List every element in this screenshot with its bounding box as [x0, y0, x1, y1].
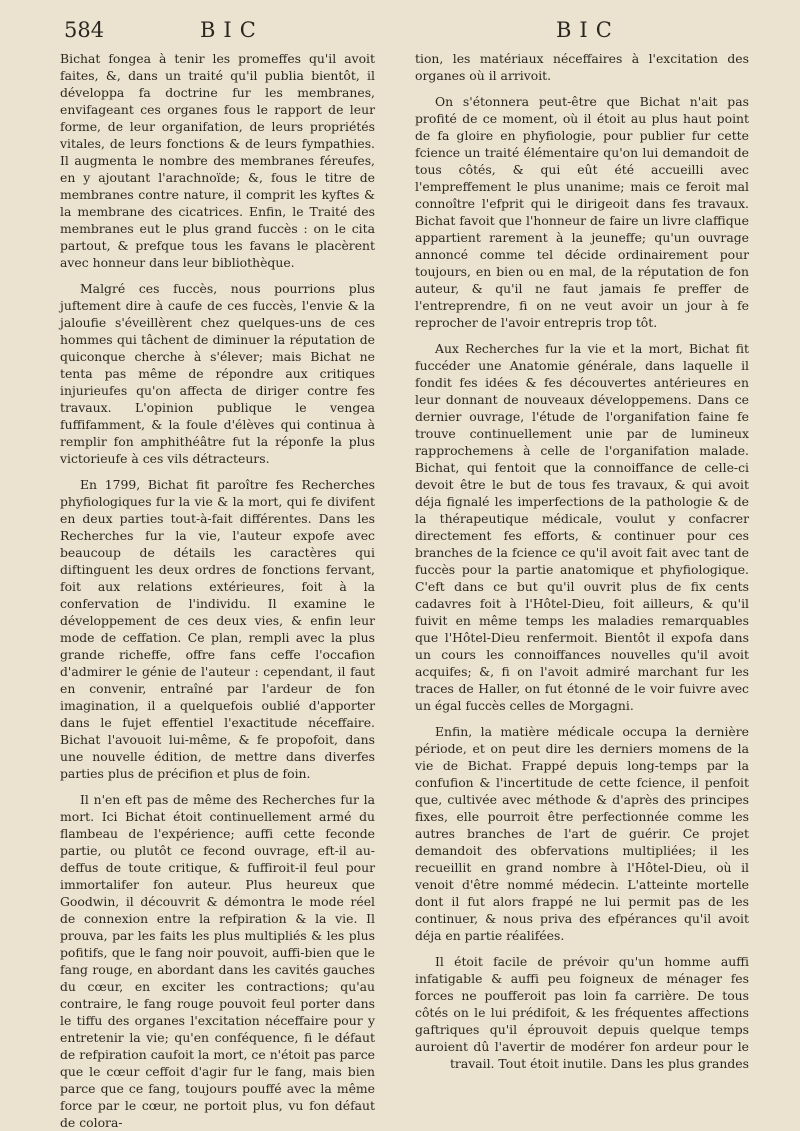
paragraph: Il n'en eft pas de même des Recherches fur la mort. Ici Bichat étoit continuellement armé du flambeau de l'expérience; auffi cette feconde partie, ou plutôt ce fecond ouvrage, eft-il au-deffus de toute critique, & fuffiroit-il feul pour immortalifer fon auteur. Plus heureux que Goodwin, il découvrit & démontra le mode réel de connexion entre la refpiration & la vie. Il prouva, par les faits les plus multipliés & les plus pofitifs, que le fang noir pouvoit, auffi-bien que le fang rouge, en abordant dans les cavités gauches du cœur, en exciter les contractions; qu'au contraire, le fang rouge pouvoit feul porter dans le tiffu des organes l'excitation néceffaire pour y entretenir la vie; qu'en conféquence, fi le défaut de refpiration caufoit la mort, ce n'étoit pas parce que le cœur ceffoit d'agir fur le fang, mais bien parce que ce fang, toujours pouffé avec la même force par le cœur, ne portoit plus, vu fon défaut de colora-	[60, 792, 375, 1130]
paragraph: Aux Recherches fur la vie et la mort, Bichat fit fuccéder une Anatomie générale, dans laquelle il fondit fes idées & fes découvertes antérieures en leur donnant de nouveaux développemens. Dans ce dernier ouvrage, l'étude de l'organifation faine fe trouve continuellement unie par de lumineux rapprochemens à celle de l'organifation malade. Bichat, qui fentoit que la connoiffance de celle-ci devoit être le but de tous fes travaux, & qui avoit déja fignalé les imperfections de la pathologie & de la thérapeutique médicale, voulut y confacrer directement fes efforts, & continuer pour ces branches de la fcience ce qu'il avoit fait avec tant de fuccès pour la partie anatomique et phyfiologique. C'eft dans ce but qu'il ouvrit plus de fix cents cadavres foit à l'Hôtel-Dieu, foit ailleurs, & qu'il fuivit en même temps les maladies remarquables que l'Hôtel-Dieu renfermoit. Bientôt il expofa dans un cours les connoiffances nouvelles qu'il avoit acquifes; &, fi on l'avoit admiré marchant fur les traces de Haller, on fut étonné de le voir fuivre avec un égal fuccès celles de Morgagni.	[415, 341, 749, 713]
right-column	[415, 50, 749, 1072]
paragraph: En 1799, Bichat fit paroître fes Recherches phyfiologiques fur la vie & la mort, qui fe divifent en deux parties tout-à-fait différentes. Dans les Recherches fur la vie, l'auteur expofe avec beaucoup de détails les caractères qui diftinguent les deux ordres de fonctions fervant, foit aux relations extérieures, foit à la confervation de l'individu. Il examine le développement de ces deux vies, & enfin leur mode de ceffation. Ce plan, rempli avec la plus grande richeffe, offre fans ceffe l'occafion d'admirer le génie de l'auteur : cependant, il faut en convenir, entraîné par l'ardeur de fon imagination, il a quelquefois oublié d'apporter dans le fujet effentiel l'exactitude néceffaire. Bichat l'avouoit lui-même, & fe propofoit, dans une nouvelle édition, de mettre dans diverfes parties plus de précifion et plus de foin.	[60, 477, 375, 781]
paragraph: Malgré ces fuccès, nous pourrions plus juftement dire à caufe de ces fuccès, l'envie & la jaloufie s'éveillèrent chez quelques-uns de ces hommes qui tâchent de diminuer la réputation de quiconque cherche à s'élever; mais Bichat ne tenta pas même de répondre aux critiques injurieufes qu'on affecta de diriger contre fes travaux. L'opinion publique le vengea fuffifamment, & la foule d'élèves qui continua à remplir fon amphithéâtre fut la réponfe la plus victorieufe à ces vils détracteurs.	[60, 281, 375, 466]
running-header	[50, 18, 760, 50]
headword-right: BIC	[556, 18, 620, 42]
paragraph: tion, les matériaux néceffaires à l'excitation des organes où il arrivoit.	[415, 51, 749, 83]
page-number: 584	[64, 18, 105, 42]
paragraph: Bichat fongea à tenir les promeffes qu'il avoit faites, &, dans un traité qu'il publia bientôt, il développa fa doctrine fur les membranes, envifageant ces organes fous le rapport de leur forme, de leur organifation, de leurs propriétés vitales, de leurs fonctions & de leurs fympathies. Il augmenta le nombre des membranes féreufes, en y ajoutant l'arachnoïde; &, fous le titre de membranes contre nature, il comprit les kyftes & la membrane des cicatrices. Enfin, le Traité des membranes eut le plus grand fuccès : on le cita partout, & prefque tous les favans le placèrent avec honneur dans leur bibliothèque.	[60, 51, 375, 270]
headword-left: BIC	[200, 18, 264, 42]
paragraph: On s'étonnera peut-être que Bichat n'ait pas profité de ce moment, où il étoit au plus haut point de fa gloire en phyfiologie, pour publier fur cette fcience un traité élémentaire qu'on lui demandoit de tous côtés, & qui eût été accueilli avec l'empreffement le plus unanime; mais ce feroit mal connoître l'efprit qui le dirigeoit dans fes travaux. Bichat favoit que l'honneur de faire un livre claffique appartient rarement à la jeuneffe; qu'un ouvrage annoncé comme tel décide ordinairement pour toujours, en bien ou en mal, de la réputation de fon auteur, & qu'il ne faut jamais fe preffer de l'entreprendre, fi on ne veut avoir un jour à fe reprocher de l'avoir entrepris trop tôt.	[415, 94, 749, 330]
paragraph: Il étoit facile de prévoir qu'un homme auffi infatigable & auffi peu foigneux de ménager fes forces ne poufferoit pas loin fa carrière. De tous côtés on le lui prédifoit, & les fréquentes affections gaftriques qu'il éprouvoit depuis quelque temps auroient dû l'avertir de modérer fon ardeur pour le travail. Tout étoit inutile. Dans les plus grandes	[415, 954, 749, 1071]
paragraph: Enfin, la matière médicale occupa la dernière période, et on peut dire les derniers momens de la vie de Bichat. Frappé depuis long-temps par la confufion & l'incertitude de cette fcience, il penfoit que, cultivée avec méthode & d'après des principes fixes, elle pourroit être perfectionnée comme les autres branches de l'art de guérir. Ce projet demandoit des obfervations multipliées; il les recueillit en grand nombre à l'Hôtel-Dieu, où il venoit d'être nommé médecin. L'atteinte mortelle dont il fut alors frappé ne lui permit pas de les continuer, & nous priva des efpérances qu'il avoit déja en partie réalifées.	[415, 724, 749, 943]
left-column	[60, 50, 375, 1131]
